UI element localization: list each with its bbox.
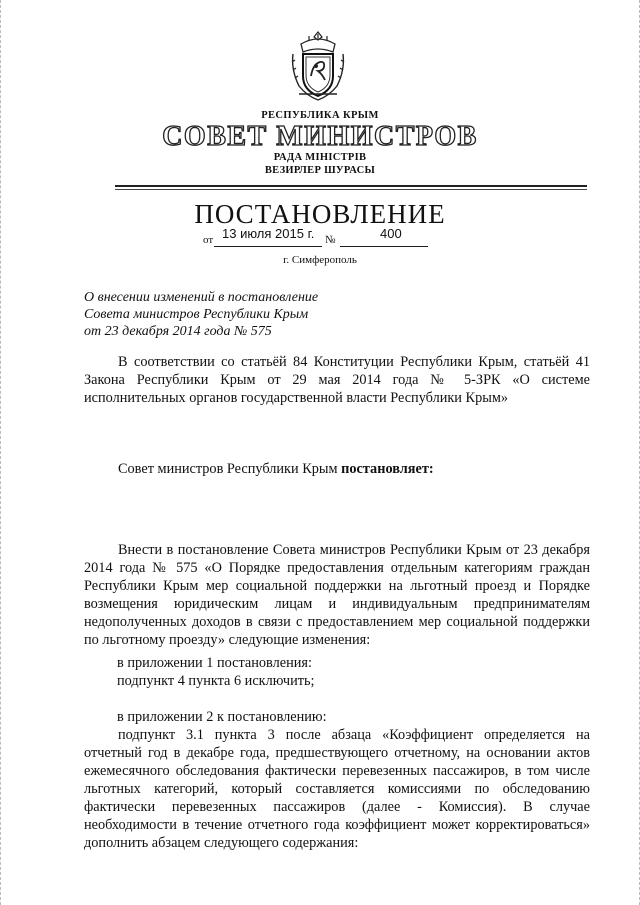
document-date: 13 июля 2015 г. bbox=[222, 226, 315, 241]
document-city: г. Симферополь bbox=[283, 254, 357, 266]
resolution-clause bbox=[84, 460, 590, 478]
council-title-ukrainian: РАДА МІНІСТРІВ bbox=[273, 152, 367, 163]
header-divider-thin bbox=[115, 189, 587, 190]
council-title-crimean-tatar: ВЕЗИРЛЕР ШУРАСЫ bbox=[264, 165, 376, 176]
number-label: № bbox=[325, 234, 336, 246]
annex2-heading: в приложении 2 к постановлению: bbox=[117, 709, 327, 725]
date-label: от bbox=[203, 234, 214, 246]
council-title: СОВЕТ МИНИСТРОВ bbox=[162, 121, 478, 152]
annex2-item: подпункт 3.1 пункта 3 после абзаца «Коэффициент определяется на отчетный год в декабре года, предшествующего отчетному, на основании актов ежемесячного обследования фактически перевезенных пассажиров, в том числе льготных категорий, который составляется комиссиями по обследованию фактически перевезенных пассажиров (далее - Комиссия). В случае необходимости в течение отчетного года коэффициент может корректироваться» дополнить абзацем следующего содержания: bbox=[84, 727, 590, 851]
subject-line: О внесении изменений в постановление bbox=[84, 290, 319, 305]
subject-line: от 23 декабря 2014 года № 575 bbox=[84, 324, 272, 339]
number-underline bbox=[340, 246, 428, 247]
annex1-item: подпункт 4 пункта 6 исключить; bbox=[117, 673, 315, 689]
header-divider bbox=[115, 185, 587, 187]
preamble-paragraph: В соответствии со статьёй 84 Конституции Республики Крым, статьёй 41 Закона Республики Крым от 29 мая 2014 года № 5-ЗРК «О системе исполнительных органов государственной власти Республики Крым» bbox=[84, 354, 590, 406]
annex1-heading: в приложении 1 постановления: bbox=[117, 655, 312, 671]
amendment-intro-paragraph: Внести в постановление Совета министров Республики Крым от 23 декабря 2014 года № 575 «О Порядке предоставления отдельным категориям граждан Республики Крым мер социальной поддержки на льготный проезд и Порядке возмещения юридическим лицам и индивидуальным предпринимателям недополученных доходов в связи с предоставлением мер социальной поддержки по льготному проезду» следующие изменения: bbox=[84, 542, 590, 648]
date-underline bbox=[214, 246, 322, 247]
document-type-title: ПОСТАНОВЛЕНИЕ bbox=[194, 199, 446, 229]
resolution-subject: Совет министров Республики Крым bbox=[118, 461, 342, 477]
resolution-verb: постановляет: bbox=[341, 461, 434, 477]
republic-name: РЕСПУБЛИКА КРЫМ bbox=[261, 110, 379, 121]
document-number: 400 bbox=[380, 226, 402, 241]
crimea-coat-of-arms-icon bbox=[287, 30, 349, 102]
document-subject bbox=[84, 289, 318, 340]
subject-line: Совета министров Республики Крым bbox=[84, 307, 309, 322]
